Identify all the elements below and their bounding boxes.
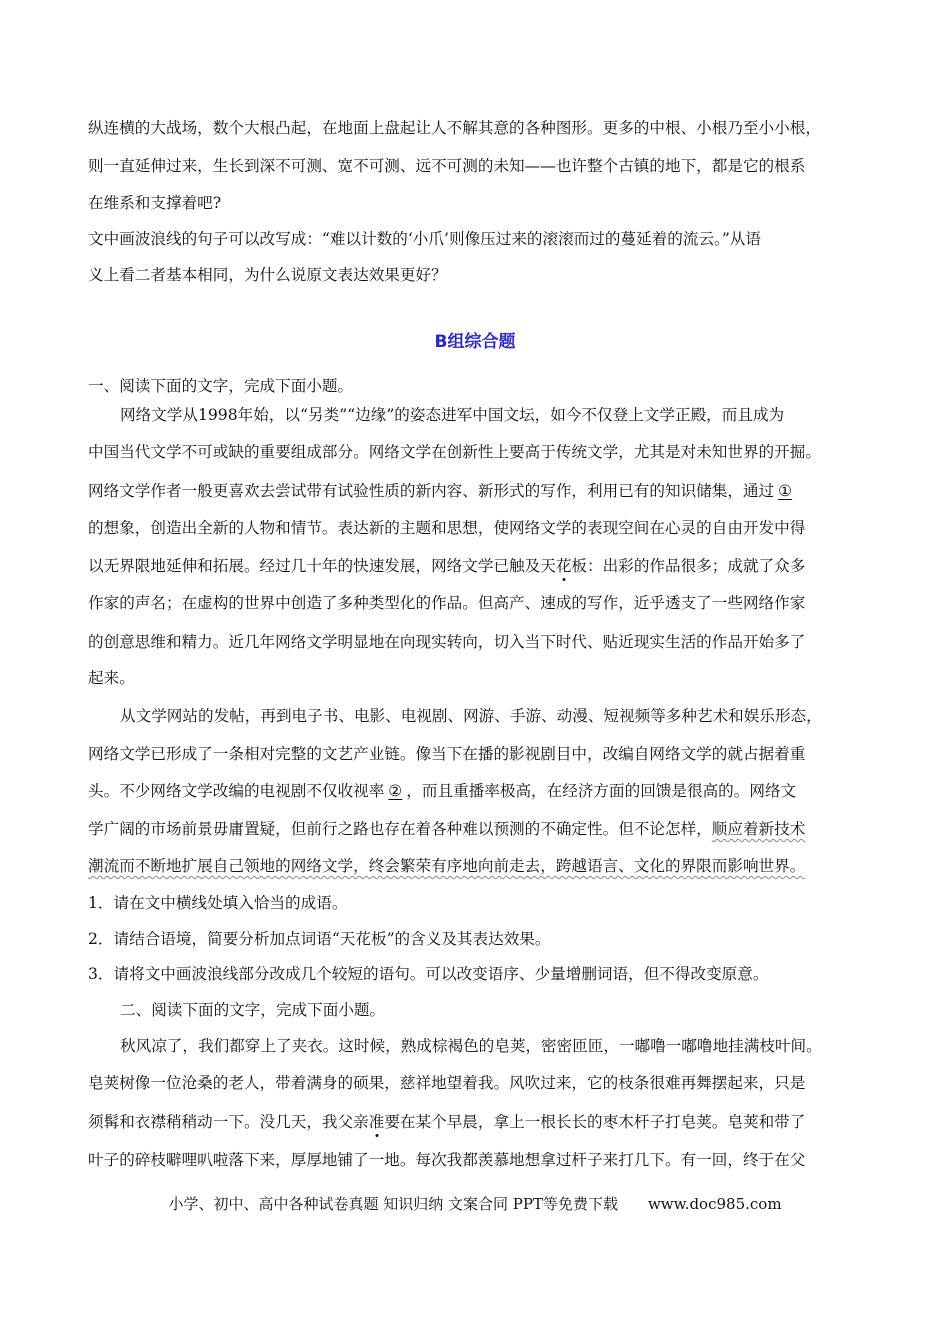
passage-text: 须髯和衣襟稍稍动一下。没几天，我父亲 — [88, 1113, 369, 1131]
passage-line: 纵连横的大战场，数个大根凸起，在地面上盘起让人不解其意的各种图形。更多的中根、小根乃至小小根， — [88, 119, 821, 137]
passage-line: 网络文学从1998年始，以“另类”“边缘”的姿态进军中国文坛，如今不仅登上文学正殿，而且成为 — [120, 406, 785, 424]
passage-line: 皂荚树像一位沧桑的老人，带着满身的硕果，慈祥地望着我。风吹过来，它的枝条很难再舞摆起来，只是 — [88, 1074, 806, 1092]
passage-line: 秋风凉了，我们都穿上了夹衣。这时候，熟成棕褐色的皂荚，密密匝匝，一嘟噜一嘟噜地挂满枝叶间。 — [120, 1037, 822, 1055]
page-footer — [0, 1193, 950, 1214]
passage-text: 学广阔的市场前景毋庸置疑，但前行之路也存在着各种难以预测的不确定性。但不论怎样， — [88, 820, 712, 838]
blank-1: ① — [778, 482, 793, 500]
question-item: 3．请将文中画波浪线部分改成几个较短的语句。可以改变语序、少量增删词语，但不得改变原意。 — [88, 965, 769, 983]
section-heading: B组综合题 — [434, 332, 516, 352]
passage-line: 在维系和支撑着吧? — [88, 194, 222, 212]
emphasized-word: 天花板 — [540, 557, 588, 575]
passage-line — [88, 856, 805, 876]
passage-text: 头。不少网络文学改编的电视剧不仅收视率 — [88, 782, 385, 800]
passage-line: 从文学网站的发帖，再到电子书、电影、电视剧、网游、手游、动漫、短视频等多种艺术和娱乐形态， — [120, 707, 822, 725]
passage-line: 的创意思维和精力。近几年网络文学明显地在向现实转向，切入当下时代、贴近现实生活的作品开始多了 — [88, 633, 806, 651]
passage-line: 则一直延伸过来，生长到深不可测、宽不可测、远不可测的未知——也许整个古镇的地下，都是它的根系 — [88, 157, 806, 175]
passage-line — [88, 781, 796, 801]
emphasized-char: 准 — [368, 1113, 385, 1131]
passage-text: 以无界限地延伸和拓展。经过几十年的快速发展，网络文学已触及 — [88, 557, 541, 575]
passage-line: 作家的声名；在虚构的世界中创造了多种类型化的作品。但高产、速成的写作，近乎透支了一些网络作家 — [88, 594, 806, 612]
part2-intro: 二、阅读下面的文字，完成下面小题。 — [120, 1001, 386, 1019]
passage-line — [88, 481, 796, 501]
passage-text: ：出彩的作品很多；成就了众多 — [587, 557, 806, 575]
question-item: 2．请结合语境，简要分析加点词语“天花板”的含义及其表达效果。 — [88, 930, 551, 948]
part1-intro: 一、阅读下面的文字，完成下面小题。 — [88, 377, 354, 395]
passage-line: 中国当代文学不可或缺的重要组成部分。网络文学在创新性上要高于传统文学，尤其是对未知世界的开掘。 — [88, 443, 821, 461]
passage-line — [88, 556, 805, 576]
question-line: 义上看二者基本相同，为什么说原文表达效果更好？ — [88, 266, 447, 284]
question-item: 1．请在文中横线处填入恰当的成语。 — [88, 894, 348, 912]
footer-text: 小学、初中、高中各种试卷真题 知识归纳 文案合同 PPT等免费下载 — [168, 1195, 618, 1213]
wavy-underlined-text: 潮流而不断地扩展自己领地的网络文学，终会繁荣有序地向前走去，跨越语言、文化的界限而影响世界。 — [88, 857, 806, 875]
passage-text: ，而且重播率极高，在经济方面的回馈是很高的。网络文 — [406, 782, 797, 800]
passage-line — [88, 1112, 805, 1132]
passage-text: 网络文学作者一般更喜欢去尝试带有试验性质的新内容、新形式的写作，利用已有的知识储集，通过 — [88, 482, 775, 500]
passage-line: 网络文学已形成了一条相对完整的文艺产业链。像当下在播的影视剧目中，改编自网络文学的就占据着重 — [88, 745, 806, 763]
footer-url: www.doc985.com — [647, 1195, 782, 1213]
passage-text: 要在某个早晨，拿上一根长长的枣木杆子打皂荚。皂荚和带了 — [384, 1113, 806, 1131]
question-line: 文中画波浪线的句子可以改写成：“难以计数的‘小爪’则像压过来的滚滚而过的蔓延着的流云。”从语 — [88, 230, 761, 248]
passage-line: 的想象，创造出全新的人物和情节。表达新的主题和思想，使网络文学的表现空间在心灵的自由开发中得 — [88, 519, 806, 537]
passage-line — [88, 819, 805, 839]
passage-line: 叶子的碎枝噼哩叭啦落下来，厚厚地铺了一地。每次我都羡慕地想拿过杆子来打几下。有一回，终于在父 — [88, 1151, 806, 1169]
blank-2: ② — [388, 782, 403, 800]
wavy-underlined-text: 顺应着新技术 — [711, 820, 806, 838]
passage-line: 起来。 — [88, 669, 135, 687]
